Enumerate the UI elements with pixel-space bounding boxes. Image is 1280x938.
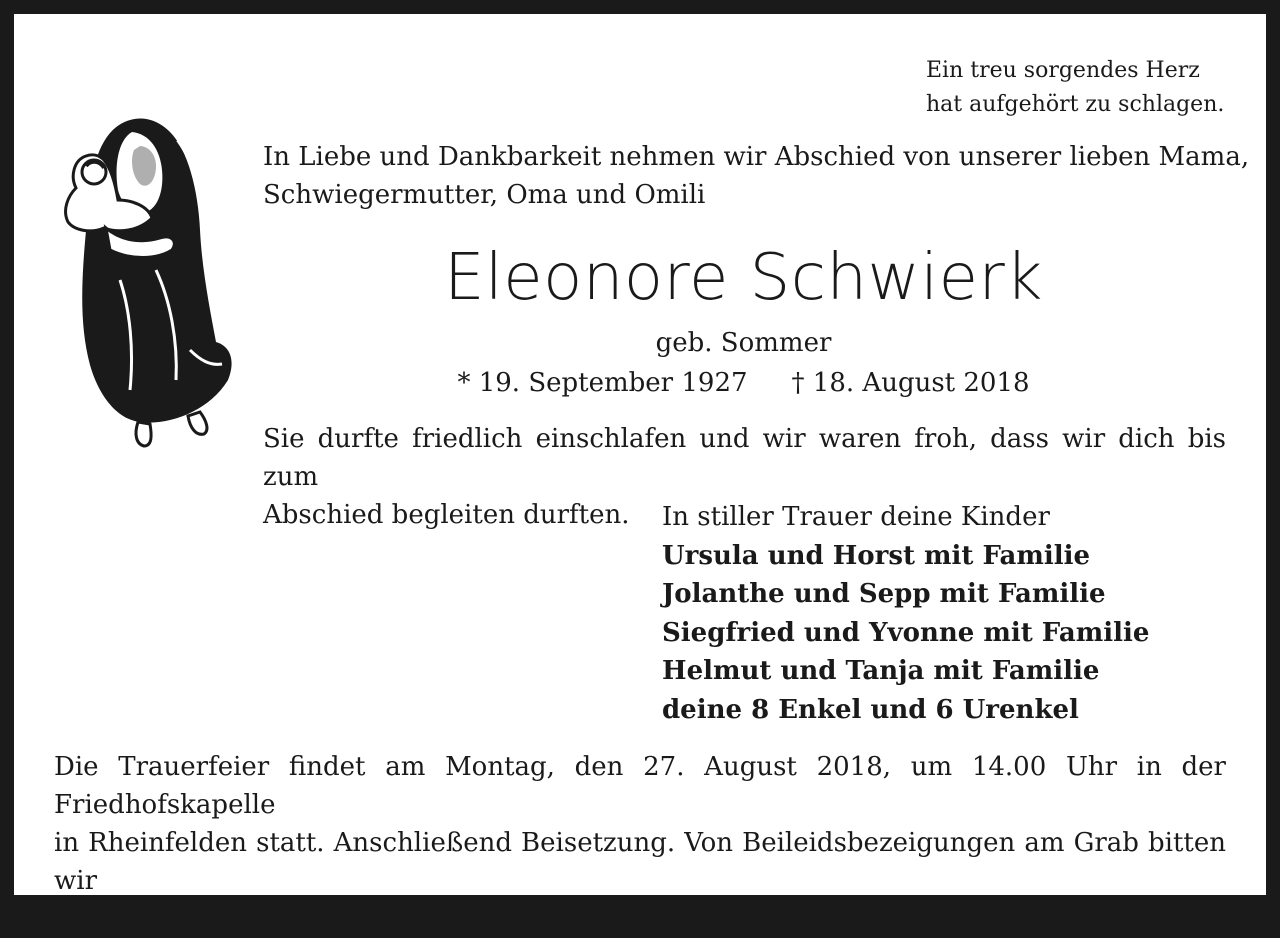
maiden-name: geb. Sommer — [655, 328, 832, 358]
mourner-family: deine 8 Enkel und 6 Urenkel — [662, 694, 1079, 725]
mourner-family: Ursula und Horst mit Familie — [662, 540, 1091, 571]
farewell-line: Abschied begleiten durften. — [263, 500, 630, 530]
intro-text — [263, 138, 1249, 214]
motto-line: hat aufgehört zu schlagen. — [926, 92, 1225, 117]
death-date: † 18. August 2018 — [791, 368, 1030, 398]
ceremony-info — [54, 748, 1226, 938]
life-dates — [263, 365, 1224, 401]
mourner-family: Siegfried und Yvonne mit Familie — [662, 617, 1150, 648]
ceremony-line: in Rheinfelden statt. Anschließend Beisetzung. Von Beileidsbezeigungen am Grab bitten wir — [54, 828, 1226, 896]
intro-line: Schwiegermutter, Oma und Omili — [263, 180, 706, 210]
motto-line: Ein treu sorgendes Herz — [926, 58, 1200, 83]
intro-line: In Liebe und Dankbarkeit nehmen wir Abschied von unserer lieben Mama, — [263, 142, 1250, 172]
motto — [926, 54, 1224, 122]
deceased-name: Eleonore Schwierk — [444, 241, 1043, 315]
mourner-family: Jolanthe und Sepp mit Familie — [662, 579, 1106, 609]
mourners-list — [662, 498, 1149, 729]
ceremony-line: Die Trauerfeier findet am Montag, den 27. August 2018, um 14.00 Uhr in der Friedhofskapelle — [54, 752, 1226, 820]
mourner-family: Helmut und Tanja mit Familie — [662, 656, 1100, 686]
ceremony-line: abzusehen. — [54, 904, 203, 934]
mourners-heading: In stiller Trauer deine Kinder — [662, 502, 1050, 532]
madonna-with-child-illustration — [60, 110, 236, 452]
obituary-notice — [14, 14, 1266, 934]
birth-date: * 19. September 1927 — [457, 368, 748, 398]
farewell-line: Sie durfte friedlich einschlafen und wir waren froh, dass wir dich bis zum — [263, 424, 1226, 492]
